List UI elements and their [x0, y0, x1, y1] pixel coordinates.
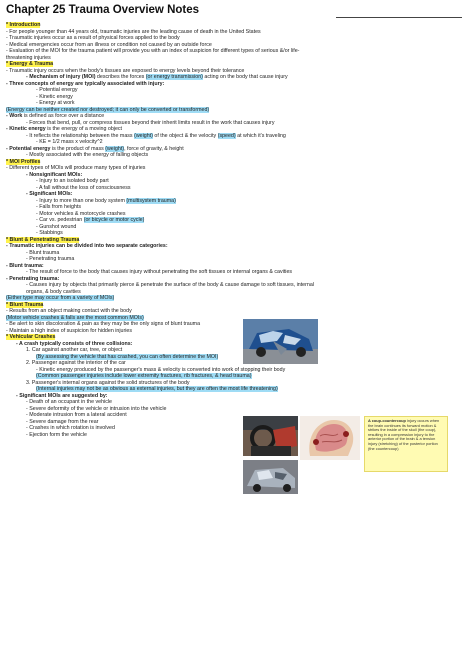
moi-line: - Falls from heights: [36, 204, 82, 210]
bp-line: - Traumatic injuries can be divided into two separate categories:: [6, 243, 168, 249]
intro-line: threatening injuries: [6, 54, 51, 61]
crashed-car-photo: [243, 319, 318, 364]
bp-line: - Causes injury by objects that primarily pierce & penetrate the surface of the body & cause damage to soft tissues, internal: [26, 282, 314, 288]
blunt-line: - Results from an object making contact with the body: [6, 308, 132, 314]
bp-line: - Penetrating trauma:: [6, 275, 60, 282]
bp-line: - Blunt trauma:: [6, 262, 44, 269]
energy-line: - Kinetic energy: [36, 93, 73, 100]
notes-body: [6, 22, 468, 438]
section-header-blunt-trauma: * Blunt Trauma: [6, 301, 44, 308]
vc-line: 1. Car against another car, tree, or object: [26, 347, 123, 353]
moi-line: - Significant MOIs:: [26, 191, 73, 197]
energy-line: - Mechanism of injury (MOI) describes the forces (or energy transmission) acting on the body that cause injury: [26, 74, 288, 80]
vehicle-damage-photo: [243, 460, 298, 494]
energy-line: - Three concepts of energy are typically associated with injury:: [6, 80, 165, 87]
bp-line: (Either type may occur from a variety of MOIs): [6, 295, 115, 301]
title-underline-rule: [336, 17, 462, 18]
section-header-introduction: * Introduction: [6, 22, 41, 28]
moi-line: - Gunshot wound: [36, 223, 77, 230]
vc-line: 2. Passenger against the interior of the car: [26, 360, 126, 366]
intro-line: - For people younger than 44 years old, traumatic injuries are the leading cause of death in the United States: [6, 28, 261, 35]
vc-line: - Severe damage from the rear: [26, 418, 99, 425]
brain-injury-diagram: [300, 416, 360, 460]
blunt-line: - Maintain a high index of suspicion for hidden injuries: [6, 327, 133, 334]
moi-line: - Injury to more than one body system (multisystem trauma): [36, 197, 176, 204]
intro-line: - Medical emergencies occur from an illness or condition not caused by an outside force: [6, 41, 212, 48]
moi-line: - Motor vehicles & motorcycle crashes: [36, 210, 126, 217]
energy-line: - Forces that bend, pull, or compress tissues beyond their inherit limits result in the work that causes injury: [26, 119, 275, 126]
moi-line: - Injury to an isolated body part: [36, 178, 109, 184]
bp-line: organs, & body cavities: [26, 288, 81, 295]
blunt-line: (Motor vehicle crashes & falls are the most common MOIs): [6, 314, 144, 321]
section-header-energy-trauma: * Energy & Trauma: [6, 61, 54, 67]
intro-line: - Evaluation of the MOI for the trauma patient will provide you with an index of suspicion for different types of serious &/or life-: [6, 48, 300, 54]
car-interior-crash-photo: [243, 416, 298, 456]
vc-line: 3. Passenger's internal organs against the solid structures of the body: [26, 379, 190, 386]
moi-line: - Stabbings: [36, 230, 63, 236]
moi-line: - Nonsignificant MOIs:: [26, 171, 83, 178]
vc-line: - Severe deformity of the vehicle or intrusion into the vehicle: [26, 405, 167, 412]
vc-line: - A crash typically consists of three collisions:: [16, 340, 133, 347]
section-header-blunt-penetrating: * Blunt & Penetrating Trauma: [6, 236, 80, 243]
vc-line: - Ejection form the vehicle: [26, 431, 87, 438]
vc-line: (By assessing the vehicle that has crashed, you can often determine the MOI): [36, 353, 219, 360]
energy-line: - KE = 1/2 mass x velocity^2: [36, 139, 103, 145]
intro-line: - Traumatic injuries occur as a result of physical forces applied to the body: [6, 35, 180, 41]
section-header-moi-profiles: * MOI Profiles: [6, 158, 41, 165]
moi-line: - Car vs. pedestrian (or bicycle or motor cycle): [36, 217, 145, 223]
coup-countercoup-callout: A coup-countercoup injury occurs when the brain continues its forward motion & strikes the inside of the skull (the coup), resulting in a compression injury to the anterior portion of the brain & a tension injury (stretching) of the posterior portion (the countercoup): [364, 416, 448, 472]
energy-line: - It reflects the relationship between the mass (weight) of the object & the velocity (speed) at which it's traveling: [26, 132, 286, 139]
vc-line: - Kinetic energy produced by the passenger's mass & velocity is converted into work of stopping their body: [36, 366, 286, 373]
blunt-line: - Be alert to skin discoloration & pain as they may be the only signs of blunt trauma: [6, 321, 201, 327]
vc-line: (Common passenger injuries include lower extremity fractures, rib fractures, & head trauma): [36, 373, 252, 379]
energy-line: - Traumatic injury occurs when the body's tissues are exposed to energy levels beyond their tolerance: [6, 67, 245, 74]
energy-line: - Work is defined as force over a distance: [6, 113, 105, 119]
page-title: Chapter 25 Trauma Overview Notes: [6, 4, 200, 16]
section-header-vehicular-crashes: * Vehicular Crashes: [6, 334, 56, 340]
moi-line: - Different types of MOIs will produce many types of injuries: [6, 165, 146, 171]
energy-line: - Potential energy: [36, 87, 78, 93]
vc-line: - Significant MOIs are suggested by:: [16, 392, 108, 399]
energy-line: (Energy can be neither created nor destroyed; it can only be converted or transformed): [6, 106, 210, 113]
energy-line: - Potential energy is the product of mass (weight), force of gravity, & height: [6, 145, 184, 152]
energy-line: - Kinetic energy is the energy of a moving object: [6, 126, 123, 132]
bp-line: - Blunt trauma: [26, 249, 60, 256]
moi-line: - A fall without the loss of consciousness: [36, 184, 131, 191]
vc-line: - Death of an occupant in the vehicle: [26, 399, 112, 405]
energy-line: - Mostly associated with the energy of falling objects: [26, 152, 149, 158]
vc-line: (Internal injuries may not be as obvious as external injuries, but they are often the most life threatening): [36, 386, 278, 392]
bp-line: - The result of force to the body that causes injury without penetrating the soft tissues or internal organs & cavities: [26, 269, 293, 275]
energy-line: - Energy at work: [36, 100, 75, 106]
vc-line: - Crashes in which rotation is involved: [26, 425, 115, 431]
bp-line: - Penetrating trauma: [26, 256, 75, 262]
vc-line: - Moderate intrusion from a lateral accident: [26, 412, 127, 418]
